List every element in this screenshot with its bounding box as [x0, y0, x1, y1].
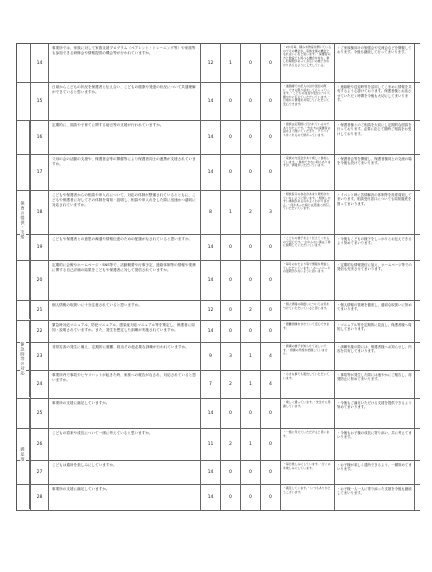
- response-count: 14: [201, 155, 221, 190]
- evaluation-table: [16, 43, 420, 511]
- facility-response: ・お子様一人一人に寄り添った支援を今後も継続してまいります。: [335, 485, 415, 510]
- response-count: 0: [241, 44, 261, 82]
- response-count: 4: [261, 371, 281, 398]
- table-row: [17, 371, 420, 399]
- item-number: 25: [31, 399, 49, 428]
- response-count: 0: [261, 121, 281, 154]
- response-count: 2: [241, 301, 261, 320]
- item-number: 26: [31, 429, 49, 460]
- parent-comment: ・避難訓練をされていて安心できます。: [281, 321, 335, 342]
- parent-comment: ・一緒に考えていただけると思います。: [281, 429, 335, 460]
- item-number: 20: [31, 261, 49, 300]
- parent-comment: ・相談窓口の存在があまり周知されていないように思います。・相談しやすい体制があるのかよくわかりません。・何かあった時には迅速に対応していただいています。: [281, 191, 335, 234]
- response-count: 0: [221, 83, 241, 120]
- facility-response: ・保護者会等を開催し、保護者様同士の交流の場を今後も設けてまいります。: [335, 155, 415, 190]
- table-row: [17, 155, 420, 191]
- response-count: 11: [201, 429, 221, 460]
- response-count: 2: [221, 429, 241, 460]
- question-text: こどもや保護者からの相談や申入れについて、対応の体制が整備されているとともに、こどもや保護者に対してその体制を周知・説明し、相談や申入れをした際に迅速かつ適切に対応されていますか。: [49, 191, 201, 234]
- parent-comment: ・家族の交流会があり楽しく参加しています。・参加できない時もありますが、情報をいただいています。: [281, 155, 335, 190]
- item-number: 17: [31, 155, 49, 190]
- item-number: 14: [31, 44, 49, 82]
- table-row: [17, 429, 420, 461]
- response-count: 1: [241, 371, 261, 398]
- response-count: 0: [261, 399, 281, 428]
- item-number: 28: [31, 485, 49, 510]
- response-count: 9: [201, 343, 221, 370]
- parent-comment: ・こどもの様子をよく伝えてくれるので安心です。・わからない事は丁寧に説明していただいています。: [281, 235, 335, 260]
- question-text: 父母の会の活動の支援や、保護者会等の開催等により保護者同士の連携が支援されていますか。: [49, 155, 201, 190]
- table-row: [17, 83, 420, 121]
- question-text: こどもの将来や成長について一緒に考えていると思いますか。: [49, 429, 201, 460]
- parent-comment: ・満足しています。・いつもありがとうございます。: [281, 485, 335, 510]
- table-row: [17, 399, 420, 429]
- response-count: 14: [201, 235, 221, 260]
- question-text: 日頃からこどもの状況を保護者と伝え合い、こどもの健康や発達の状況について共通理解ができていると思いますか。: [49, 83, 201, 120]
- item-number: 19: [31, 235, 49, 260]
- facility-response: ・今後もこどもの様子をしっかりとお伝えできるよう努めてまいります。: [335, 235, 415, 260]
- item-number: 23: [31, 343, 49, 370]
- table-row: [17, 301, 420, 321]
- response-count: 12: [201, 301, 221, 320]
- response-count: 0: [221, 155, 241, 190]
- facility-response: ・ご家族様向けの勉強会や交流会などを開催しております。今後も継続して行ってまいります。: [335, 44, 415, 82]
- response-count: 0: [241, 235, 261, 260]
- response-count: 14: [201, 261, 221, 300]
- facility-response: ・今後もご満足いただける支援を提供できるよう努めてまいります。: [335, 399, 415, 428]
- item-number: 24: [31, 371, 49, 398]
- facility-response: ・イベント時に苦情解決の体制等を再度周知してまいります。相談受付窓口についても周知徹底を図ってまいります。: [335, 191, 415, 234]
- response-count: 0: [261, 301, 281, 320]
- item-number: 21: [31, 301, 49, 320]
- response-count: 0: [241, 485, 261, 510]
- category-cell: [17, 44, 31, 82]
- response-count: 2: [221, 371, 241, 398]
- response-count: 3: [221, 343, 241, 370]
- question-text: こどもや保護者との意思の疎通や情報伝達のための配慮がなされていると思いますか。: [49, 235, 201, 260]
- category-label: 満足度: [20, 446, 26, 462]
- response-count: 0: [241, 461, 261, 484]
- response-count: 0: [261, 235, 281, 260]
- question-text: 事業所の支援に満足していますか。: [49, 485, 201, 510]
- parent-comment: ・訓練の様子を知らせてほしいです。・訓練の実施を把握していません。: [281, 343, 335, 370]
- response-count: 0: [221, 485, 241, 510]
- category-column: [16, 399, 30, 510]
- table-row: [17, 485, 420, 511]
- facility-response: ・今後もお子様の成長に寄り添い、共に考えてまいります。: [335, 429, 415, 460]
- category-cell: [17, 83, 31, 120]
- parent-comment: ・楽しく通っています。・先生方に感謝しています。: [281, 399, 335, 428]
- response-count: 0: [221, 321, 241, 342]
- response-count: 0: [241, 121, 261, 154]
- response-count: 0: [241, 83, 261, 120]
- table-row: [17, 461, 420, 485]
- response-count: 14: [201, 83, 221, 120]
- response-count: 2: [241, 191, 261, 234]
- item-number: 27: [31, 461, 49, 484]
- response-count: 14: [201, 461, 221, 484]
- facility-response: ・定期的な情報発信に加え、ホームページ等での発信も充実させてまいります。: [335, 261, 415, 300]
- response-count: 0: [261, 44, 281, 82]
- parent-comment: ・毎月のおたより等で情報を発信していただいています。・ホームページの更新が少ないように思います。: [281, 261, 335, 300]
- facility-response: ・マニュアル等を定期的に見直し、保護者様へ周知してまいります。: [335, 321, 415, 342]
- question-text: 事業所の支援に満足していますか。: [49, 399, 201, 428]
- facility-response: ・お子様が楽しく通所できるよう、一層努めてまいります。: [335, 461, 415, 484]
- response-count: 0: [221, 301, 241, 320]
- parent-comment: ・面談は定期的に行われているのでありがたいです。・先生方は保護者の話をよく聞いてくださり、アドバイスをくれるので助かっています。: [281, 121, 335, 154]
- response-count: 1: [221, 44, 241, 82]
- response-count: 14: [201, 321, 221, 342]
- table-row: [17, 44, 420, 83]
- response-count: 0: [241, 155, 261, 190]
- response-count: 0: [261, 461, 281, 484]
- question-text: 定期的に、面談や子育てに関する助言等の支援が行われていますか。: [49, 121, 201, 154]
- response-count: 0: [261, 155, 281, 190]
- facility-response: ・訓練実施の際には、保護者様へお知らせし、内容を共有してまいります。: [335, 343, 415, 370]
- response-count: 0: [221, 235, 241, 260]
- facility-response: ・保護者様とのご相談を大切にし定期的な面談を行っております。必要に応じて随時ご相談をお受けしております。: [335, 121, 415, 154]
- question-text: 定期的に会報やホームページ・SNS等で、活動概要や行事予定、連絡体制等の情報や業務に関する自己評価の結果をこどもや保護者に対して発信されていますか。: [49, 261, 201, 300]
- response-count: 0: [241, 321, 261, 342]
- table-row: [17, 191, 420, 235]
- table-row: [17, 121, 420, 155]
- question-text: こどもは通所を楽しみにしていますか。: [49, 461, 201, 484]
- facility-response: ・事故等が発生した際には速やかにご報告し、再発防止に努めてまいります。: [335, 371, 415, 398]
- item-number: 16: [31, 121, 49, 154]
- response-count: 1: [221, 191, 241, 234]
- response-count: 0: [221, 399, 241, 428]
- facility-response: ・連絡帳や送迎時等を活用してこまめに情報を共有するよう心掛けております。保護者様とお話させていただく時間を今後も大切にしてまいります。: [335, 83, 415, 120]
- parent-comment: ・2か月毎、積み木教室を開いているのでその機会が、家族支援の機会となればいいなと思います。・保護者の方と教室でも遊べる機会を持ち、楽しむ時間があってお互いの様子がわかりあえるように工夫している。: [281, 44, 335, 82]
- response-count: 12: [201, 44, 221, 82]
- table-row: [17, 235, 420, 261]
- category-column: [16, 321, 30, 398]
- facility-response: ・個人情報の管理を徹底し、適切な取扱いに努めてまいります。: [335, 301, 415, 320]
- question-text: 事業所内で事故やヒヤリハットが起きた時、家族への報告がなされ、対応されていると思いますか。: [49, 371, 201, 398]
- response-count: 0: [241, 261, 261, 300]
- item-number: 22: [31, 321, 49, 342]
- response-count: 7: [201, 371, 221, 398]
- response-count: 0: [261, 485, 281, 510]
- table-row: [17, 261, 420, 301]
- parent-comment: ・個人情報の取扱いについては気をつけていただいていると思います。: [281, 301, 335, 320]
- response-count: 14: [201, 121, 221, 154]
- item-number: 15: [31, 83, 49, 120]
- response-count: 14: [201, 399, 221, 428]
- category-label: 緊急時等の対応: [20, 342, 26, 376]
- response-count: 0: [221, 461, 241, 484]
- response-count: 0: [261, 261, 281, 300]
- parent-comment: ・小さな事でも報告していただいています。: [281, 371, 335, 398]
- question-text: 非常災害の発生に備え、定期的に避難、救出その他必要な訓練が行われていますか。: [49, 343, 201, 370]
- item-number: 18: [31, 191, 49, 234]
- response-count: 0: [261, 321, 281, 342]
- response-count: 4: [261, 343, 281, 370]
- response-count: 8: [201, 191, 221, 234]
- table-row: [17, 343, 420, 371]
- response-count: 3: [261, 191, 281, 234]
- response-count: 1: [241, 429, 261, 460]
- table-row: [17, 321, 420, 343]
- response-count: 0: [261, 83, 281, 120]
- response-count: 1: [241, 343, 261, 370]
- question-text: 個人情報の取扱いに十分注意されていると思いますか。: [49, 301, 201, 320]
- category-column: [16, 121, 30, 320]
- question-text: 事業所では、家族に対して家族支援プログラム（ペアレント・トレーニング等）や家族等も参加できる研修会や情報提供の機会等が行われていますか。: [49, 44, 201, 82]
- parent-comment: ・連絡帳での記入のほか送迎の際に、できる限り話をしてもらっています。・こどもの成長や変化について細やかに伝えていただいています。・日頃から情報を共有していただいて安心できます。: [281, 83, 335, 120]
- response-count: 14: [201, 485, 221, 510]
- response-count: 0: [261, 429, 281, 460]
- response-count: 0: [221, 261, 241, 300]
- question-text: 緊急時対応マニュアル、防犯マニュアル、感染症対応マニュアル等を策定し、保護者に周知・説明されていますか。また、発生を想定した訓練が実施されていますか。: [49, 321, 201, 342]
- parent-comment: ・毎日楽しみにしています。・行くのを楽しみにしています。: [281, 461, 335, 484]
- response-count: 0: [221, 121, 241, 154]
- category-label: 保育の提供・支援: [20, 200, 26, 240]
- response-count: 0: [241, 399, 261, 428]
